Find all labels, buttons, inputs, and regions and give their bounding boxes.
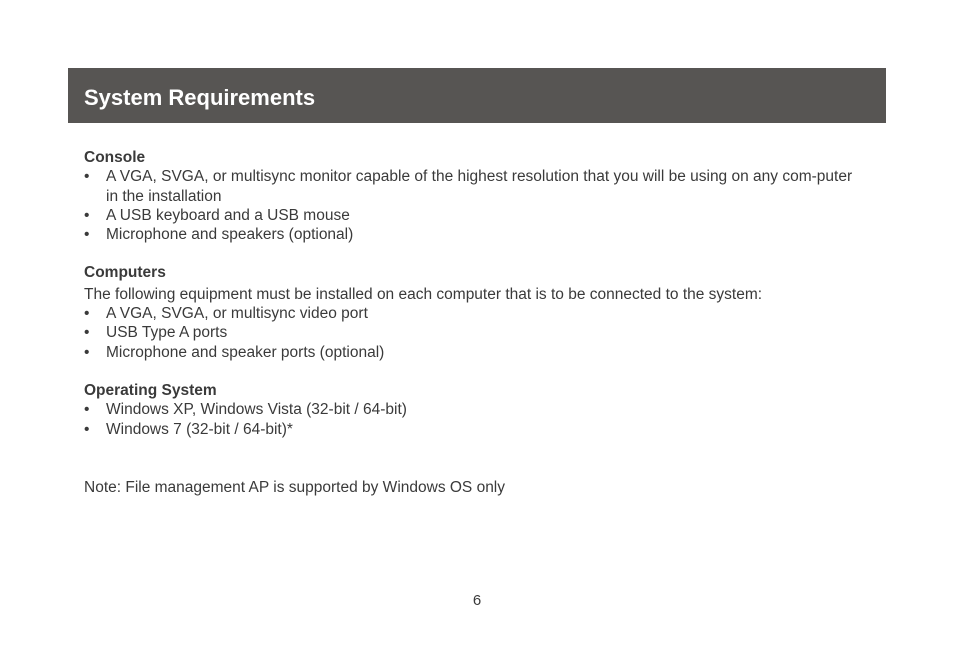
requirements-content bbox=[84, 148, 864, 458]
page-number: 6 bbox=[472, 592, 482, 609]
section-header-bar bbox=[68, 68, 886, 123]
bullet-icon: • bbox=[84, 324, 90, 342]
list-item bbox=[84, 323, 864, 342]
list-item bbox=[84, 304, 864, 323]
operating-system-list bbox=[84, 400, 864, 439]
bullet-icon: • bbox=[84, 226, 90, 244]
section-computers bbox=[84, 263, 864, 361]
bullet-icon: • bbox=[84, 343, 90, 361]
page-title: System Requirements bbox=[84, 85, 316, 110]
list-item-text: USB Type A ports bbox=[106, 324, 228, 342]
list-item bbox=[84, 225, 864, 244]
bullet-icon: • bbox=[84, 305, 90, 323]
list-item-text: Windows 7 (32-bit / 64-bit)* bbox=[106, 420, 293, 438]
section-operating-system bbox=[84, 381, 864, 439]
section-title-operating-system: Operating System bbox=[84, 381, 217, 399]
bullet-icon: • bbox=[84, 206, 90, 224]
bullet-icon: • bbox=[84, 168, 90, 186]
list-item-text: Microphone and speaker ports (optional) bbox=[106, 343, 385, 361]
list-item-text: A USB keyboard and a USB mouse bbox=[106, 206, 350, 224]
section-title-console: Console bbox=[84, 149, 146, 166]
list-item-text: A VGA, SVGA, or multisync video port bbox=[106, 305, 368, 323]
list-item bbox=[84, 343, 864, 362]
computers-list bbox=[84, 304, 864, 362]
bullet-icon: • bbox=[84, 401, 90, 419]
os-support-note: Note: File management AP is supported by Windows OS only bbox=[84, 479, 506, 496]
section-title-computers: Computers bbox=[84, 264, 166, 282]
list-item-text: Windows XP, Windows Vista (32-bit / 64-bit) bbox=[106, 401, 407, 419]
list-item bbox=[84, 167, 864, 206]
list-item-text: Microphone and speakers (optional) bbox=[106, 226, 354, 244]
list-item bbox=[84, 420, 864, 439]
list-item-text: A VGA, SVGA, or multisync monitor capable of the highest resolution that you will be using on any com-puter in the installation bbox=[106, 168, 853, 205]
section-intro-computers: The following equipment must be installed on each computer that is to be connected to the system: bbox=[84, 285, 763, 303]
list-item bbox=[84, 400, 864, 419]
console-list bbox=[84, 167, 864, 244]
list-item bbox=[84, 206, 864, 225]
bullet-icon: • bbox=[84, 420, 90, 438]
section-console bbox=[84, 148, 864, 244]
